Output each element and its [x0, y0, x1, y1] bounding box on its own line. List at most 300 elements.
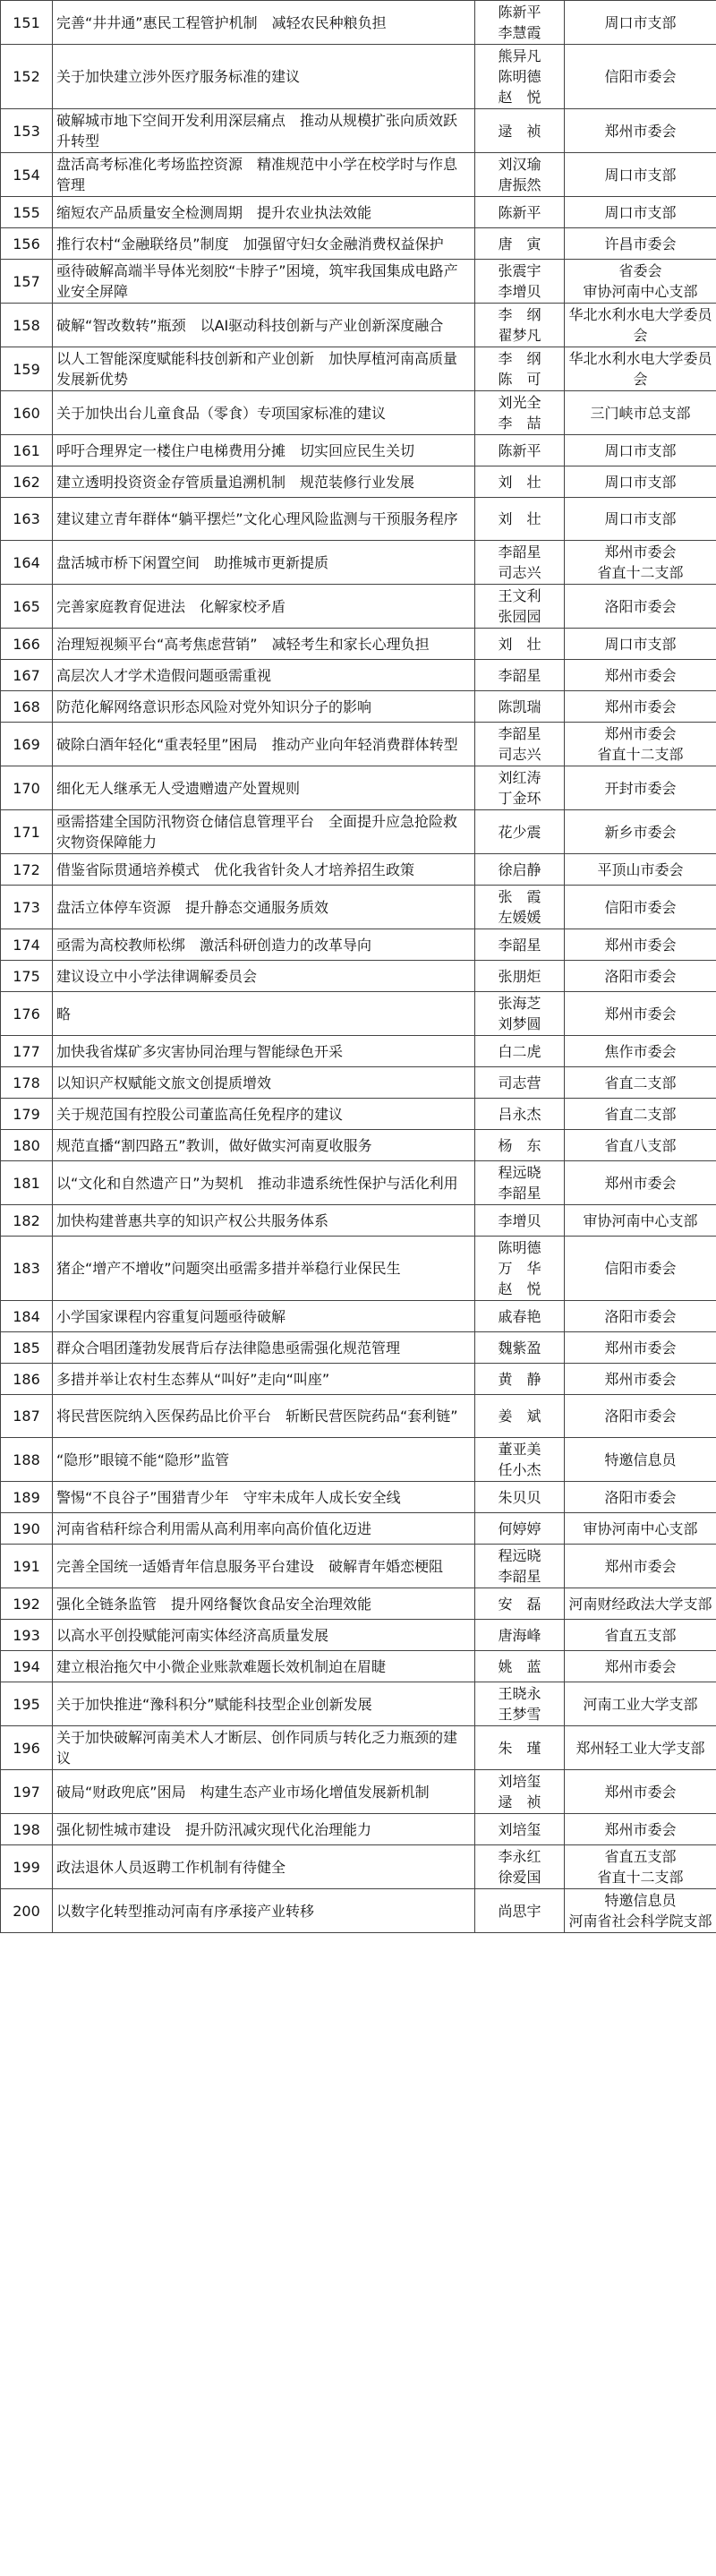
- unit-line: 审协河南中心支部: [583, 1211, 698, 1229]
- proposer-name: 张朋炬: [498, 967, 541, 985]
- unit-line: 郑州市委会: [604, 1820, 677, 1838]
- proposer-name: 姜 斌: [498, 1408, 541, 1425]
- proposer-name: 李韶星: [498, 543, 541, 561]
- proposal-title: 多措并举让农村生态葬从“叫好”走向“叫座”: [53, 1364, 475, 1395]
- table-row: [1, 1438, 716, 1482]
- table-row: [1, 1620, 716, 1651]
- unit-line: 省直二支部: [604, 1074, 677, 1091]
- table-row: [1, 1364, 716, 1395]
- proposal-title: 亟待破解高端半导体光刻胶“卡脖子”困境，筑牢我国集成电路产业安全屏障: [53, 260, 475, 304]
- row-number: 176: [1, 992, 53, 1036]
- unit-line: 省直十二支部: [597, 1869, 684, 1886]
- row-number: 194: [1, 1651, 53, 1682]
- proposer-names: [475, 1482, 565, 1513]
- unit-line: 河南工业大学支部: [583, 1695, 698, 1713]
- row-number: 165: [1, 585, 53, 629]
- organization-unit: [565, 766, 716, 810]
- unit-line: 郑州市委会: [604, 1783, 677, 1801]
- proposer-name: 陈新平: [498, 4, 541, 21]
- proposer-name: 何婷婷: [498, 1519, 541, 1537]
- row-number: 162: [1, 466, 53, 498]
- unit-line: 河南财经政法大学支部: [568, 1595, 712, 1613]
- proposal-title: 防范化解网络意识形态风险对党外知识分子的影响: [53, 691, 475, 723]
- row-number: 187: [1, 1395, 53, 1438]
- table-row: [1, 197, 716, 228]
- organization-unit: [565, 1067, 716, 1099]
- proposer-names: [475, 660, 565, 691]
- row-number: 186: [1, 1364, 53, 1395]
- unit-line: 审协河南中心支部: [583, 1519, 698, 1537]
- proposer-names: [475, 391, 565, 435]
- proposer-name: 李慧霞: [498, 24, 541, 41]
- proposer-names: [475, 691, 565, 723]
- proposal-title: 强化韧性城市建设 提升防汛减灾现代化治理能力: [53, 1814, 475, 1845]
- proposer-name: 翟梦凡: [498, 327, 541, 344]
- proposal-title: 警惕“不良谷子”围猎青少年 守牢未成年人成长安全线: [53, 1482, 475, 1513]
- proposer-name: 朱贝贝: [498, 1488, 541, 1506]
- row-number: 164: [1, 541, 53, 585]
- table-row: [1, 1482, 716, 1513]
- unit-line: 郑州市委会: [604, 725, 677, 742]
- unit-line: 周口市支部: [604, 203, 677, 221]
- table-row: [1, 886, 716, 929]
- proposer-names: [475, 766, 565, 810]
- proposal-title: 细化无人继承无人受遗赠遗产处置规则: [53, 766, 475, 810]
- proposer-name: 李韶星: [498, 1568, 541, 1585]
- row-number: 174: [1, 929, 53, 961]
- table-row: [1, 1726, 716, 1770]
- proposer-names: [475, 197, 565, 228]
- proposer-name: 李 纲: [498, 306, 541, 323]
- unit-line: 华北水利水电大学委员会: [568, 306, 712, 344]
- proposer-names: [475, 585, 565, 629]
- row-number: 158: [1, 304, 53, 347]
- table-row: [1, 1036, 716, 1067]
- table-row: [1, 660, 716, 691]
- organization-unit: [565, 929, 716, 961]
- unit-line: 三门峡市总支部: [590, 404, 691, 422]
- proposer-name: 唐振然: [498, 176, 541, 193]
- proposal-title: 猪企“增产不增收”问题突出亟需多措并举稳行业保民生: [53, 1237, 475, 1301]
- proposal-title: 完善家庭教育促进法 化解家校矛盾: [53, 585, 475, 629]
- proposer-names: [475, 886, 565, 929]
- proposer-name: 尚思宇: [498, 1902, 541, 1920]
- organization-unit: [565, 1205, 716, 1237]
- row-number: 153: [1, 109, 53, 153]
- proposer-names: [475, 1099, 565, 1130]
- table-row: [1, 498, 716, 541]
- proposer-names: [475, 153, 565, 197]
- proposer-name: 李增贝: [498, 283, 541, 300]
- proposal-title: 破除白酒年轻化“重表轻里”困局 推动产业向年轻消费群体转型: [53, 723, 475, 766]
- proposer-name: 张 霞: [498, 888, 541, 905]
- proposer-name: 逯 祯: [498, 122, 541, 140]
- row-number: 159: [1, 347, 53, 391]
- proposal-title: 关于加快出台儿童食品（零食）专项国家标准的建议: [53, 391, 475, 435]
- unit-line: 郑州市委会: [604, 1370, 677, 1388]
- table-row: [1, 391, 716, 435]
- organization-unit: [565, 1682, 716, 1726]
- organization-unit: [565, 1726, 716, 1770]
- row-number: 163: [1, 498, 53, 541]
- table-row: [1, 929, 716, 961]
- row-number: 184: [1, 1301, 53, 1332]
- proposer-name: 李韶星: [498, 1185, 541, 1202]
- row-number: 169: [1, 723, 53, 766]
- proposer-names: [475, 1588, 565, 1620]
- row-number: 190: [1, 1513, 53, 1545]
- table-row: [1, 1301, 716, 1332]
- proposer-name: 李永红: [498, 1848, 541, 1865]
- organization-unit: [565, 435, 716, 466]
- proposal-title: 加快构建普惠共享的知识产权公共服务体系: [53, 1205, 475, 1237]
- proposal-title: 盘活高考标准化考场监控资源 精准规范中小学在校学时与作息管理: [53, 153, 475, 197]
- proposal-title: “隐形”眼镜不能“隐形”监管: [53, 1438, 475, 1482]
- proposer-name: 刘汉瑜: [498, 156, 541, 173]
- table-row: [1, 1513, 716, 1545]
- table-row: [1, 1161, 716, 1205]
- table-row: [1, 1237, 716, 1301]
- proposer-name: 董亚美: [498, 1441, 541, 1458]
- row-number: 189: [1, 1482, 53, 1513]
- proposal-title: 破局“财政兜底”困局 构建生态产业市场化增值发展新机制: [53, 1770, 475, 1814]
- proposal-title: 亟需为高校教师松绑 激活科研创造力的改革导向: [53, 929, 475, 961]
- row-number: 175: [1, 961, 53, 992]
- proposer-names: [475, 1205, 565, 1237]
- row-number: 199: [1, 1845, 53, 1889]
- unit-line: 郑州市委会: [604, 1657, 677, 1675]
- row-number: 192: [1, 1588, 53, 1620]
- table-row: [1, 347, 716, 391]
- table-row: [1, 109, 716, 153]
- unit-line: 周口市支部: [604, 13, 677, 31]
- row-number: 195: [1, 1682, 53, 1726]
- proposer-names: [475, 723, 565, 766]
- table-row: [1, 1545, 716, 1588]
- row-number: 182: [1, 1205, 53, 1237]
- proposer-name: 魏紫盈: [498, 1339, 541, 1356]
- proposal-title: 以知识产权赋能文旅文创提质增效: [53, 1067, 475, 1099]
- unit-line: 洛阳市委会: [604, 1408, 677, 1425]
- proposer-names: [475, 961, 565, 992]
- organization-unit: [565, 961, 716, 992]
- proposer-name: 安 磊: [498, 1595, 541, 1613]
- proposal-title: 完善“井井通”惠民工程管护机制 减轻农民种粮负担: [53, 1, 475, 45]
- unit-line: 周口市支部: [604, 473, 677, 491]
- organization-unit: [565, 197, 716, 228]
- organization-unit: [565, 228, 716, 260]
- unit-line: 开封市委会: [604, 779, 677, 797]
- unit-line: 省直十二支部: [597, 746, 684, 763]
- organization-unit: [565, 1513, 716, 1545]
- proposer-name: 逯 祯: [498, 1793, 541, 1810]
- proposal-title: 关于加快破解河南美术人才断层、创作同质与转化乏力瓶颈的建议: [53, 1726, 475, 1770]
- proposal-title: 建议建立青年群体“躺平摆烂”文化心理风险监测与干预服务程序: [53, 498, 475, 541]
- proposer-name: 李韶星: [498, 666, 541, 684]
- table-row: [1, 45, 716, 109]
- proposer-names: [475, 1845, 565, 1889]
- table-row: [1, 1067, 716, 1099]
- table-row: [1, 1682, 716, 1726]
- table-row: [1, 1845, 716, 1889]
- organization-unit: [565, 109, 716, 153]
- proposer-names: [475, 498, 565, 541]
- proposal-title: 关于规范国有控股公司董监高任免程序的建议: [53, 1099, 475, 1130]
- organization-unit: [565, 260, 716, 304]
- table-row: [1, 629, 716, 660]
- organization-unit: [565, 466, 716, 498]
- proposer-names: [475, 1651, 565, 1682]
- organization-unit: [565, 1332, 716, 1364]
- proposer-name: 刘梦圆: [498, 1015, 541, 1032]
- organization-unit: [565, 541, 716, 585]
- proposer-names: [475, 992, 565, 1036]
- unit-line: 洛阳市委会: [604, 1307, 677, 1325]
- unit-line: 平顶山市委会: [597, 860, 684, 878]
- proposer-names: [475, 1161, 565, 1205]
- table-row: [1, 1205, 716, 1237]
- proposal-title: 推行农村“金融联络员”制度 加强留守妇女金融消费权益保护: [53, 228, 475, 260]
- proposer-names: [475, 1130, 565, 1161]
- table-row: [1, 1130, 716, 1161]
- proposer-name: 陈 可: [498, 371, 541, 388]
- proposer-names: [475, 1770, 565, 1814]
- organization-unit: [565, 723, 716, 766]
- proposer-name: 左媛媛: [498, 909, 541, 926]
- table-row: [1, 1651, 716, 1682]
- table-row: [1, 1814, 716, 1845]
- proposer-name: 徐启静: [498, 860, 541, 878]
- proposer-names: [475, 1814, 565, 1845]
- proposer-name: 刘培玺: [498, 1773, 541, 1790]
- proposer-names: [475, 347, 565, 391]
- proposal-title: 强化全链条监管 提升网络餐饮食品安全治理效能: [53, 1588, 475, 1620]
- proposal-title: 河南省秸秆综合利用需从高利用率向高价值化迈进: [53, 1513, 475, 1545]
- proposer-names: [475, 1036, 565, 1067]
- proposer-name: 陈凯瑞: [498, 697, 541, 715]
- table-row: [1, 1332, 716, 1364]
- row-number: 179: [1, 1099, 53, 1130]
- proposer-names: [475, 1438, 565, 1482]
- organization-unit: [565, 1130, 716, 1161]
- proposal-title: 以数字化转型推动河南有序承接产业转移: [53, 1889, 475, 1933]
- table-row: [1, 1395, 716, 1438]
- table-row: [1, 1889, 716, 1933]
- row-number: 157: [1, 260, 53, 304]
- unit-line: 省直五支部: [604, 1626, 677, 1644]
- organization-unit: [565, 1364, 716, 1395]
- unit-line: 郑州市委会: [604, 122, 677, 140]
- proposal-title: 群众合唱团蓬勃发展背后存法律隐患亟需强化规范管理: [53, 1332, 475, 1364]
- organization-unit: [565, 1889, 716, 1933]
- proposal-title: 关于加快推进“豫科积分”赋能科技型企业创新发展: [53, 1682, 475, 1726]
- proposer-name: 张海芝: [498, 995, 541, 1012]
- unit-line: 洛阳市委会: [604, 1488, 677, 1506]
- unit-line: 周口市支部: [604, 166, 677, 184]
- proposal-title: 高层次人才学术造假问题亟需重视: [53, 660, 475, 691]
- table-row: [1, 153, 716, 197]
- unit-line: 郑州市委会: [604, 936, 677, 954]
- proposal-title: 完善全国统一适婚青年信息服务平台建设 破解青年婚恋梗阻: [53, 1545, 475, 1588]
- proposer-names: [475, 854, 565, 886]
- unit-line: 洛阳市委会: [604, 967, 677, 985]
- proposer-names: [475, 1237, 565, 1301]
- organization-unit: [565, 498, 716, 541]
- unit-line: 信阳市委会: [604, 68, 677, 85]
- proposer-name: 刘红涛: [498, 769, 541, 786]
- proposer-name: 任小杰: [498, 1461, 541, 1478]
- organization-unit: [565, 810, 716, 854]
- proposer-names: [475, 304, 565, 347]
- unit-line: 周口市支部: [604, 441, 677, 459]
- proposer-name: 刘 壮: [498, 510, 541, 527]
- organization-unit: [565, 660, 716, 691]
- proposer-name: 刘 壮: [498, 635, 541, 653]
- table-row: [1, 1770, 716, 1814]
- unit-line: 郑州轻工业大学支部: [575, 1739, 705, 1757]
- proposer-name: 赵 悦: [498, 1280, 541, 1297]
- proposer-name: 王晓永: [498, 1685, 541, 1702]
- proposer-name: 李 喆: [498, 415, 541, 432]
- row-number: 197: [1, 1770, 53, 1814]
- proposer-names: [475, 1395, 565, 1438]
- table-row: [1, 260, 716, 304]
- unit-line: 省直二支部: [604, 1105, 677, 1123]
- proposal-title: 缩短农产品质量安全检测周期 提升农业执法效能: [53, 197, 475, 228]
- proposer-names: [475, 1682, 565, 1726]
- unit-line: 郑州市委会: [604, 1005, 677, 1023]
- row-number: 200: [1, 1889, 53, 1933]
- row-number: 167: [1, 660, 53, 691]
- proposal-title: 以高水平创投赋能河南实体经济高质量发展: [53, 1620, 475, 1651]
- row-number: 188: [1, 1438, 53, 1482]
- proposal-title: 小学国家课程内容重复问题亟待破解: [53, 1301, 475, 1332]
- table-row: [1, 766, 716, 810]
- table-row: [1, 1588, 716, 1620]
- proposer-name: 熊异凡: [498, 47, 541, 64]
- unit-line: 审协河南中心支部: [583, 283, 698, 300]
- row-number: 155: [1, 197, 53, 228]
- unit-line: 郑州市委会: [604, 1339, 677, 1356]
- organization-unit: [565, 1395, 716, 1438]
- organization-unit: [565, 1651, 716, 1682]
- proposer-name: 张震宇: [498, 262, 541, 279]
- proposal-title: 以人工智能深度赋能科技创新和产业创新 加快厚植河南高质量发展新优势: [53, 347, 475, 391]
- unit-line: 郑州市委会: [604, 666, 677, 684]
- unit-line: 省直八支部: [604, 1136, 677, 1154]
- table-row: [1, 691, 716, 723]
- table-row: [1, 1099, 716, 1130]
- row-number: 183: [1, 1237, 53, 1301]
- table-row: [1, 466, 716, 498]
- row-number: 172: [1, 854, 53, 886]
- organization-unit: [565, 1237, 716, 1301]
- proposer-name: 刘培玺: [498, 1820, 541, 1838]
- proposer-names: [475, 1726, 565, 1770]
- proposer-name: 杨 东: [498, 1136, 541, 1154]
- organization-unit: [565, 1814, 716, 1845]
- proposer-names: [475, 435, 565, 466]
- proposal-title: 盘活城市桥下闲置空间 助推城市更新提质: [53, 541, 475, 585]
- proposer-name: 司志兴: [498, 564, 541, 581]
- proposal-title: 亟需搭建全国防汛物资仓储信息管理平台 全面提升应急抢险救灾物资保障能力: [53, 810, 475, 854]
- unit-line: 焦作市委会: [604, 1042, 677, 1060]
- row-number: 181: [1, 1161, 53, 1205]
- proposal-table-body: [1, 1, 716, 1933]
- proposer-name: 程远晓: [498, 1547, 541, 1564]
- table-row: [1, 1, 716, 45]
- proposer-name: 张园园: [498, 608, 541, 625]
- organization-unit: [565, 1620, 716, 1651]
- unit-line: 洛阳市委会: [604, 597, 677, 615]
- proposer-name: 王梦雪: [498, 1706, 541, 1723]
- organization-unit: [565, 1770, 716, 1814]
- unit-line: 周口市支部: [604, 635, 677, 653]
- unit-line: 郑州市委会: [604, 697, 677, 715]
- unit-line: 河南省社会科学院支部: [568, 1913, 712, 1930]
- table-row: [1, 992, 716, 1036]
- proposal-title: 将民营医院纳入医保药品比价平台 斩断民营医院药品“套利链”: [53, 1395, 475, 1438]
- organization-unit: [565, 304, 716, 347]
- proposal-title: 政法退休人员返聘工作机制有待健全: [53, 1845, 475, 1889]
- row-number: 191: [1, 1545, 53, 1588]
- proposer-name: 李韶星: [498, 725, 541, 742]
- organization-unit: [565, 347, 716, 391]
- proposer-names: [475, 1301, 565, 1332]
- unit-line: 郑州市委会: [604, 543, 677, 561]
- organization-unit: [565, 1301, 716, 1332]
- proposer-name: 姚 蓝: [498, 1657, 541, 1675]
- unit-line: 特邀信息员: [604, 1892, 677, 1909]
- proposal-title: 加快我省煤矿多灾害协同治理与智能绿色开采: [53, 1036, 475, 1067]
- proposer-names: [475, 1067, 565, 1099]
- proposer-name: 丁金环: [498, 790, 541, 807]
- unit-line: 周口市支部: [604, 510, 677, 527]
- table-row: [1, 435, 716, 466]
- row-number: 161: [1, 435, 53, 466]
- unit-line: 省委会: [618, 262, 662, 279]
- proposer-name: 程远晓: [498, 1164, 541, 1181]
- table-row: [1, 304, 716, 347]
- row-number: 177: [1, 1036, 53, 1067]
- proposer-names: [475, 45, 565, 109]
- row-number: 173: [1, 886, 53, 929]
- organization-unit: [565, 391, 716, 435]
- organization-unit: [565, 1588, 716, 1620]
- proposer-names: [475, 1545, 565, 1588]
- proposer-name: 李 纲: [498, 350, 541, 367]
- row-number: 168: [1, 691, 53, 723]
- organization-unit: [565, 1545, 716, 1588]
- proposal-title: 借鉴省际贯通培养模式 优化我省针灸人才培养招生政策: [53, 854, 475, 886]
- proposer-names: [475, 109, 565, 153]
- unit-line: 新乡市委会: [604, 823, 677, 841]
- proposer-name: 刘光全: [498, 394, 541, 411]
- organization-unit: [565, 153, 716, 197]
- proposal-title: 治理短视频平台“高考焦虑营销” 减轻考生和家长心理负担: [53, 629, 475, 660]
- proposal-title: 呼吁合理界定一楼住户电梯费用分摊 切实回应民生关切: [53, 435, 475, 466]
- row-number: 180: [1, 1130, 53, 1161]
- proposer-name: 陈新平: [498, 203, 541, 221]
- proposer-names: [475, 1513, 565, 1545]
- row-number: 156: [1, 228, 53, 260]
- proposer-names: [475, 929, 565, 961]
- proposer-name: 陈新平: [498, 441, 541, 459]
- proposer-name: 戚春艳: [498, 1307, 541, 1325]
- organization-unit: [565, 886, 716, 929]
- organization-unit: [565, 992, 716, 1036]
- proposer-name: 司志兴: [498, 746, 541, 763]
